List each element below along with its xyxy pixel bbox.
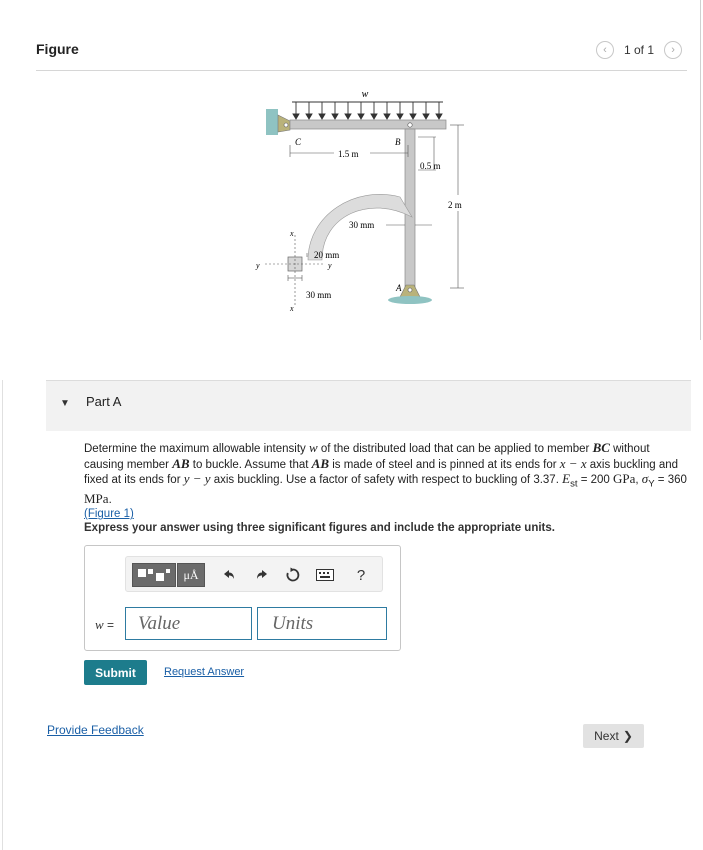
templates-button[interactable] [132,563,176,587]
pin-bracket-c [278,115,290,132]
distributed-load-arrows [292,102,443,119]
problem-text: axis buckling. Use a factor of safety with respect to buckling of 3.37. [210,474,563,486]
part-title: Part A [86,394,122,409]
dim-30-bottom-label: 30 mm [306,290,332,300]
problem-statement [84,441,689,522]
problem-text: Determine the maximum allowable intensity [84,443,309,455]
math-sigma-sub: Y [648,478,655,490]
answer-box [84,545,401,651]
undo-icon [222,568,236,582]
next-figure-button[interactable] [664,41,682,59]
math-w: w [308,440,318,455]
axis-y-left-label: y [256,261,260,270]
problem-text: . [108,493,112,506]
units-symbol-button[interactable] [177,563,205,587]
next-button-label: Next [594,729,619,743]
prev-figure-button[interactable] [596,41,614,59]
load-label: w [361,89,369,100]
redo-button[interactable] [251,563,273,587]
caret-down-icon: ▼ [60,398,70,409]
point-a-label: A [396,283,402,293]
answer-instruction: Express your answer using three significant figures and include the appropriate units. [84,522,555,534]
chevron-left-icon: ‹ [603,44,607,56]
unit-mpa: MPa [84,490,109,506]
keyboard-icon [316,569,334,581]
provide-feedback-link[interactable]: Provide Feedback [47,723,144,737]
problem-text: of the distributed load that can be applied to member [317,443,593,455]
pin-c [284,123,288,127]
dim-20-label: 20 mm [314,250,340,260]
problem-text: = 200 [577,474,614,486]
chevron-right-icon: ❯ [622,729,633,743]
templates-icon [136,567,172,583]
undo-button[interactable] [218,563,240,587]
problem-text: to buckle. Assume that [189,458,312,471]
dim-30-top-label: 30 mm [349,220,375,230]
height-label: 2 m [448,200,462,210]
beam-bc [290,120,446,129]
help-icon: ? [356,566,366,584]
problem-text: = 360 [654,474,687,486]
reset-button[interactable] [282,563,304,587]
units-input[interactable]: Units [257,607,387,640]
figure-title: Figure [36,41,79,57]
reset-icon [285,567,301,583]
figure-diagram [250,85,480,325]
next-button[interactable] [583,724,644,748]
keyboard-button[interactable] [314,563,336,587]
math-sigma: σ [641,471,649,486]
redo-icon [255,568,269,582]
wall-support [266,109,278,135]
problem-text: without causing member [84,443,650,471]
answer-variable-label [95,617,114,633]
unit-gpa: GPa [613,471,636,486]
math-x-axis: x − x [559,455,587,471]
part-a-header[interactable] [46,380,691,431]
request-answer-link[interactable]: Request Answer [164,666,245,678]
submit-button[interactable]: Submit [84,660,147,685]
chevron-right-icon: › [671,44,675,56]
equation-toolbar [125,556,383,592]
axis-y-right-label: y [328,261,332,270]
axis-x-bottom-label: x [290,304,294,313]
math-e: E [562,471,571,486]
math-ab: AB [172,455,190,471]
help-button[interactable] [350,563,372,587]
problem-text: is made of steel and is pinned at its ends for [329,458,560,471]
ground-a [388,296,432,304]
point-b-label: B [395,137,401,147]
problem-text: axis buckling and fixed at its ends for [84,458,679,486]
value-input[interactable]: Value [125,607,252,640]
figure-pager [596,41,682,59]
pager-label: 1 of 1 [624,43,655,57]
math-y-axis: y − y [183,471,211,486]
figure-link[interactable]: (Figure 1) [84,508,134,521]
axis-x-top-label: x [290,229,294,238]
math-bc: BC [592,440,610,455]
figure-divider [36,70,687,71]
span-label: 1.5 m [338,149,359,159]
point-c-label: C [295,137,302,147]
math-ab: AB [311,455,329,471]
pin-b [408,123,412,127]
pin-a [408,288,412,292]
right-edge-rule [700,0,701,340]
math-e-sub: st [570,478,578,490]
mu-angstrom-icon: μÅ [183,567,199,582]
variable-w: w [95,617,104,632]
problem-text: , [635,474,642,486]
left-edge-rule [2,380,3,850]
equals-sign: = [107,618,115,632]
offset-label: 0.5 m [420,161,441,171]
